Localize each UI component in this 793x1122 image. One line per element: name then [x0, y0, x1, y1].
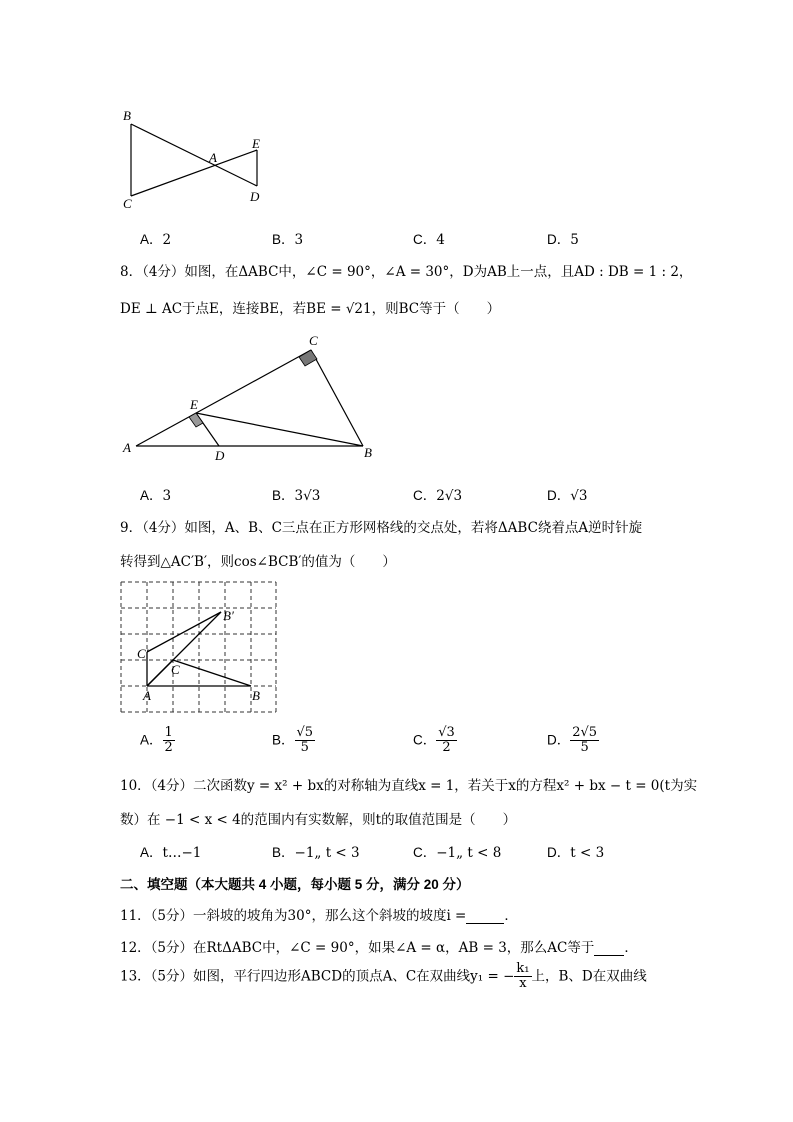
q8-option-b[interactable]: B．3√3 — [272, 488, 321, 504]
q8-stem-line2: DE ⊥ AC于点E，连接BE，若BE = √21，则BC等于（ ） — [120, 301, 501, 317]
q9-option-b-fraction: $\frac{√5}{5}$ — [296, 725, 314, 756]
q8-option-a[interactable]: A．3 — [140, 488, 172, 504]
q7-option-a[interactable]: A．2 — [140, 232, 172, 248]
q8-label-b: B — [364, 445, 372, 460]
q10-stem-line2: 数）在 −1 < x < 4的范围内有实数解，则t的取值范围是（ ） — [120, 812, 517, 828]
q8-option-d[interactable]: D．√3 — [547, 488, 588, 504]
q9-label-b: B — [252, 688, 260, 703]
q12-stem: 12．（5分）在RtΔABC中，∠C = 90°，如果∠A = α，AB = 3，那么AC等于 ． — [120, 940, 638, 956]
q7-label-c: C — [123, 196, 132, 211]
q10-option-c[interactable]: C．−1„ t < 8 — [413, 845, 502, 861]
q9-stem-line2: 转得到△AC′B′，则cos∠BCB′的值为（ ） — [120, 554, 396, 570]
q8-label-e: E — [190, 397, 198, 412]
q9-label-c: C — [171, 662, 180, 677]
q7-label-e: E — [252, 136, 260, 151]
q9-option-b[interactable]: B． $\frac{√5}{5}$ — [272, 725, 314, 756]
q8-label-d: D — [215, 448, 225, 463]
q9-label-c-prime: C′ — [137, 646, 149, 661]
q13-stem: 13．（5分）如图，平行四边形ABCD的顶点A、C在双曲线y₁ = − $\frac{\text{k₁}}{x}$ 上，B、D在双曲线 — [120, 961, 647, 992]
q9-option-a-fraction: $\frac{1}{2}$ — [164, 725, 173, 756]
q7-option-c[interactable]: C．4 — [413, 232, 445, 248]
q8-label-a: A — [123, 440, 131, 455]
q9-label-a: A — [143, 688, 151, 703]
q10-option-a[interactable]: A．t…−1 — [140, 845, 202, 861]
q9-stem-line1: 9．（4分）如图，A、B、C三点在正方形网格线的交点处，若将ΔABC绕着点A逆时针旋 — [120, 520, 643, 536]
q8-option-c[interactable]: C．2√3 — [413, 488, 463, 504]
q11-answer-blank[interactable] — [466, 909, 504, 924]
q7-label-a: A — [209, 150, 217, 165]
q9-option-d-fraction: $\frac{2√5}{5}$ — [572, 725, 598, 756]
q9-option-c[interactable]: C． $\frac{√3}{2}$ — [413, 725, 455, 756]
q7-option-d[interactable]: D．5 — [547, 232, 579, 248]
q10-option-d[interactable]: D．t < 3 — [547, 845, 605, 861]
q11-stem: 11．（5分）一斜坡的坡角为30°，那么这个斜坡的坡度i = ． — [120, 908, 518, 924]
q12-answer-blank[interactable] — [594, 941, 624, 956]
q8-label-c: C — [309, 333, 318, 348]
q8-figure — [115, 330, 385, 465]
q8-stem-line1: 8．（4分）如图，在ΔABC中，∠C = 90°，∠A = 30°，D为AB上一点，且AD : DB = 1 : 2， — [120, 264, 693, 280]
q13-fraction: $\frac{\text{k₁}}{x}$ — [516, 961, 530, 992]
q9-option-a[interactable]: A． $\frac{1}{2}$ — [140, 725, 173, 756]
q9-figure — [115, 578, 285, 718]
q9-option-d[interactable]: D． $\frac{2√5}{5}$ — [547, 725, 598, 756]
q7-figure — [110, 100, 280, 210]
q9-label-b-prime: B′ — [223, 608, 234, 623]
q7-option-b[interactable]: B．3 — [272, 232, 304, 248]
q10-stem-line1: 10．（4分）二次函数y = x² + bx的对称轴为直线x = 1，若关于x的方程x² + bx − t = 0(t为实 — [120, 778, 698, 794]
q7-label-b: B — [123, 108, 131, 123]
section-heading-fill-in: 二、填空题（本大题共 4 小题，每小题 5 分，满分 20 分） — [120, 877, 470, 892]
q9-option-c-fraction: $\frac{√3}{2}$ — [438, 725, 455, 756]
q10-option-b[interactable]: B．−1„ t < 3 — [272, 845, 360, 861]
q7-label-d: D — [250, 189, 260, 204]
